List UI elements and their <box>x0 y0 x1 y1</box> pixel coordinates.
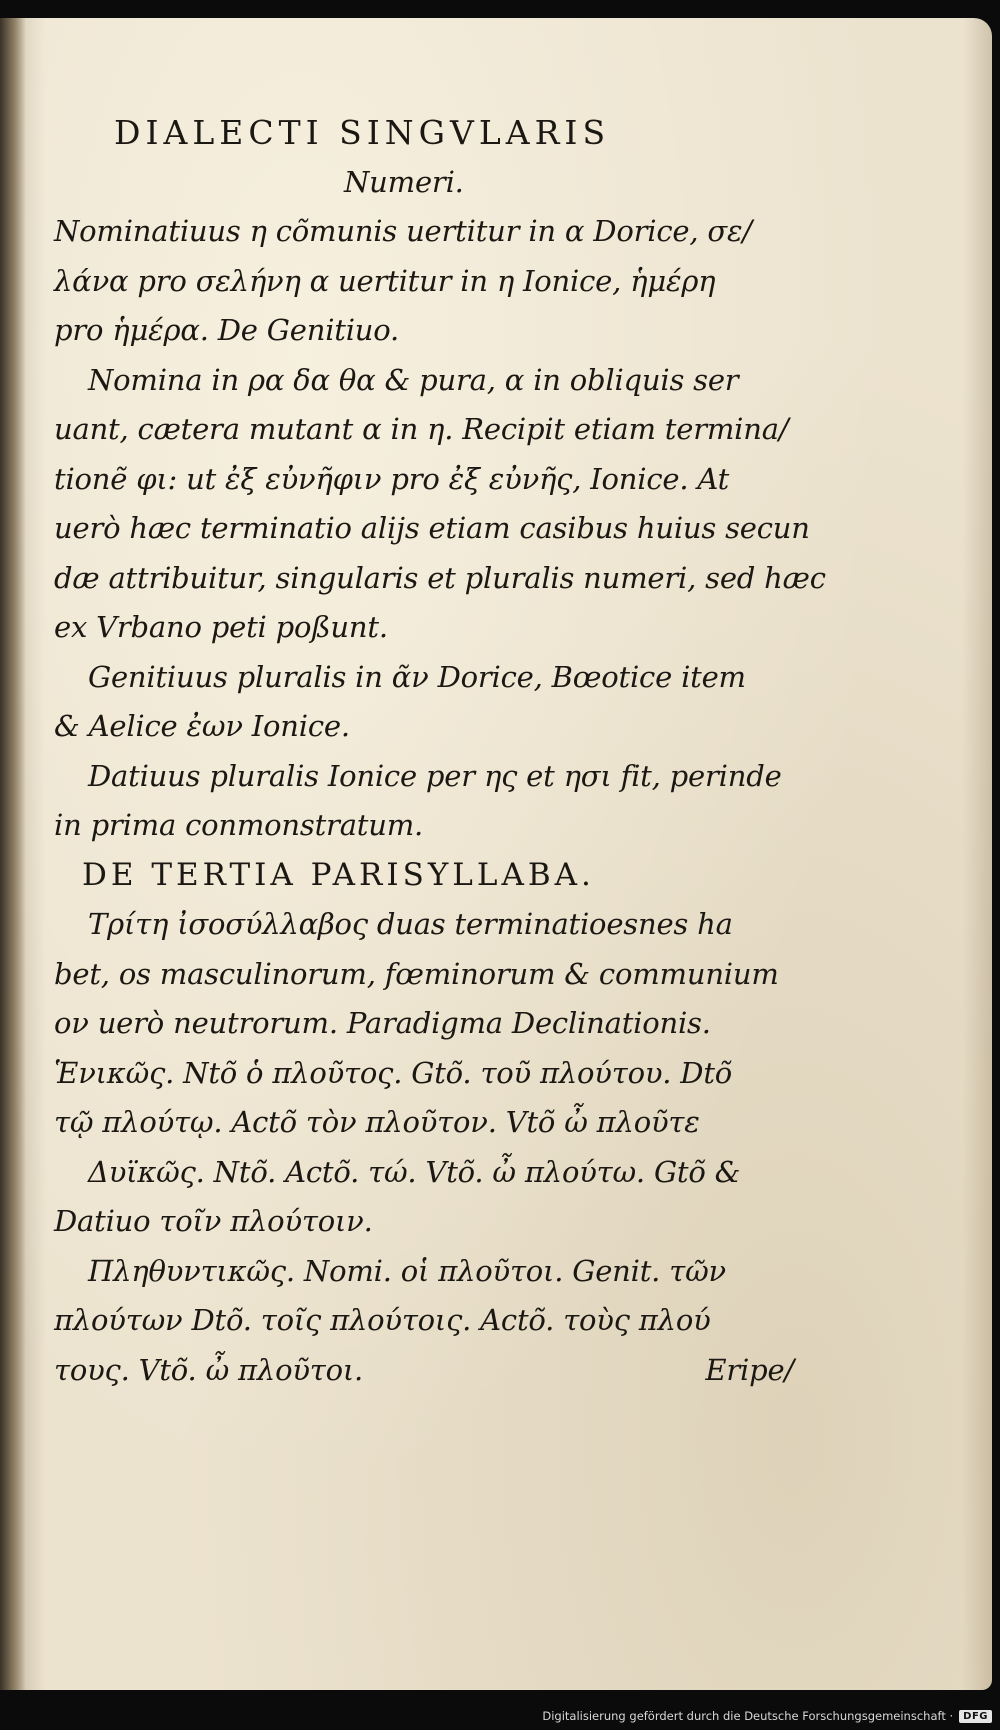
text-line: dæ attribuitur, singularis et pluralis numeri, sed hæc <box>54 560 826 595</box>
text-line: Πληθυντικῶς. Nomi. οἱ πλοῦτοι. Genit. τῶν <box>88 1253 726 1288</box>
text-line: τῷ πλούτῳ. Actõ τὸν πλοῦτον. Vtõ ὦ πλοῦτε <box>54 1105 700 1139</box>
text-line: ον uerò neutrorum. Paradigma Declinationis. <box>54 1006 711 1040</box>
text-line: Datiuo τοῖν πλούτοιν. <box>54 1204 373 1238</box>
catchword: Eripe/ <box>705 1352 794 1387</box>
dfg-logo-icon: DFG <box>959 1710 992 1723</box>
text-line: λάνα pro σελήνη α uertitur in η Ionice, ἡμέρη <box>54 263 716 298</box>
text-line: Nomina in ρα δα θα & pura, α in obliquis ser <box>88 362 739 397</box>
running-title: DIALECTI SINGVLARIS <box>114 113 611 152</box>
text-line: tionẽ φι: ut ἐξ εὐνῆφιν pro ἐξ εὐνῆς, Ionice. At <box>54 461 730 496</box>
text-line: Δυϊκῶς. Ntõ. Actõ. τώ. Vtõ. ὦ πλούτω. Gtõ & <box>88 1154 741 1189</box>
text-line: uerò hæc terminatio alijs etiam casibus huius secun <box>54 511 810 545</box>
subheading-numeri: Numeri. <box>344 164 464 199</box>
text-line: Τρίτη ἰσοσύλλαβος duas terminatioesnes ha <box>88 907 733 941</box>
text-line: pro ἡμέρα. De Genitiuo. <box>54 313 400 347</box>
footer-credit <box>542 1706 992 1726</box>
text-line: bet, os masculinorum, fœminorum & communium <box>54 956 779 991</box>
text-line: uant, cætera mutant α in η. Recipit etiam termina/ <box>54 412 789 446</box>
text-line: Datiuus pluralis Ionice per ης et ησι fit, perinde <box>88 758 782 793</box>
text-line: & Aelice ἐων Ionice. <box>54 709 350 743</box>
text-line: in prima conmonstratum. <box>54 808 424 842</box>
text-line: Nominatiuus η cõmunis uertitur in α Dorice, σε/ <box>54 214 752 248</box>
binding-gutter <box>0 18 26 1690</box>
section-heading: DE TERTIA PARISYLLABA. <box>82 856 595 893</box>
text-line <box>54 1346 794 1396</box>
page-text <box>54 108 826 1395</box>
text-line-content: τους. Vtõ. ὦ πλοῦτοι. <box>54 1352 364 1387</box>
text-line: Ἑνικῶς. Ntõ ὁ πλοῦτος. Gtõ. τοῦ πλούτου. Dtõ <box>54 1055 733 1090</box>
text-line: πλούτων Dtõ. τοῖς πλούτοις. Actõ. τοὺς πλού <box>54 1303 711 1337</box>
text-line: Genitiuus pluralis in ᾶν Dorice, Bœotice item <box>88 659 746 694</box>
book-page <box>6 18 992 1690</box>
text-line: ex Vrbano peti poßunt. <box>54 610 388 644</box>
footer-credit-text: Digitalisierung gefördert durch die Deutsche Forschungsgemeinschaft · <box>542 1709 954 1723</box>
